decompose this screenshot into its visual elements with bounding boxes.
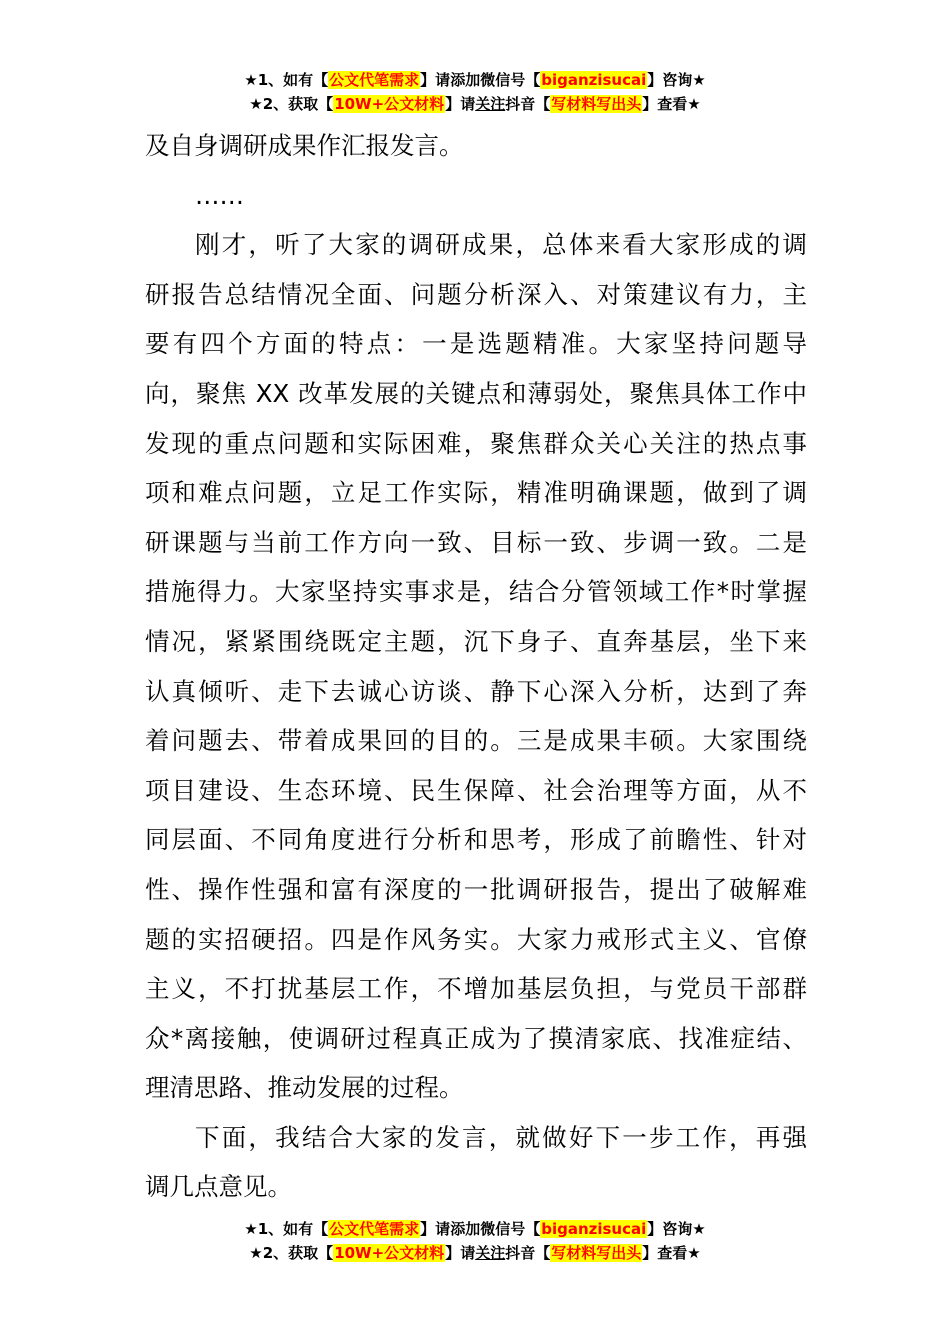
banner-text: 】查看★ — [642, 1244, 701, 1262]
banner-text: 】请 — [445, 95, 476, 113]
banner-text: 】咨询★ — [647, 71, 706, 89]
body-line: 项目建设、生态环境、民生保障、社会治理等方面，从不 — [145, 775, 807, 805]
banner-text: 抖音【 — [505, 95, 551, 113]
document-body — [145, 121, 807, 1212]
banner-line-1 — [0, 1217, 950, 1241]
body-line: 发现的重点问题和实际困难，聚焦群众关心关注的热点事 — [145, 428, 807, 458]
banner-text: 】请 — [445, 1244, 476, 1262]
body-line: 研课题与当前工作方向一致、目标一致、步调一致。二是 — [145, 527, 807, 557]
body-line: 研报告总结情况全面、问题分析深入、对策建议有力，主 — [145, 279, 807, 309]
body-line: 同层面、不同角度进行分析和思考，形成了前瞻性、针对 — [145, 825, 807, 855]
banner-text: ★2、获取【 — [249, 95, 334, 113]
banner-highlight: 公文代笔需求 — [329, 1220, 420, 1238]
body-line: 着问题去、带着成果回的目的。三是成果丰硕。大家围绕 — [145, 726, 807, 756]
body-line: 认真倾听、走下去诚心访谈、静下心深入分析，达到了奔 — [145, 676, 807, 706]
top-banner — [0, 68, 950, 116]
body-line: 众*离接触，使调研过程真正成为了摸清家底、找准症结、 — [145, 1023, 807, 1053]
banner-text: 】查看★ — [642, 95, 701, 113]
banner-text: 微信号【 — [480, 71, 541, 89]
banner-text: 】咨询★ — [647, 1220, 706, 1238]
banner-highlight: biganzisucai — [541, 1220, 647, 1238]
body-line: 项和难点问题，立足工作实际，精准明确课题，做到了调 — [145, 478, 807, 508]
banner-text: 】请 — [420, 1220, 451, 1238]
banner-emphasis: 添加 — [450, 1220, 481, 1238]
body-line: …… — [195, 180, 244, 210]
banner-text: 】请 — [420, 71, 451, 89]
banner-text: ★2、获取【 — [249, 1244, 334, 1262]
body-line: 下面，我结合大家的发言，就做好下一步工作，再强 — [195, 1122, 807, 1152]
bottom-banner — [0, 1217, 950, 1265]
banner-line-2 — [0, 1241, 950, 1265]
banner-highlight: 10W+公文材料 — [334, 95, 445, 113]
body-line: 情况，紧紧围绕既定主题，沉下身子、直奔基层，坐下来 — [145, 626, 807, 656]
banner-highlight: 写材料写出头 — [551, 95, 642, 113]
banner-emphasis: 添加 — [450, 71, 481, 89]
banner-line-1 — [0, 68, 950, 92]
body-line: 题的实招硬招。四是作风务实。大家力戒形式主义、官僚 — [145, 924, 807, 954]
body-line: 向，聚焦 XX 改革发展的关键点和薄弱处，聚焦具体工作中 — [145, 378, 807, 408]
banner-line-2 — [0, 92, 950, 116]
banner-text: 抖音【 — [505, 1244, 551, 1262]
body-line: 及自身调研成果作汇报发言。 — [145, 131, 464, 160]
banner-text: ★1、如有【 — [244, 71, 329, 89]
banner-highlight: 10W+公文材料 — [334, 1244, 445, 1262]
body-line: 主义，不打扰基层工作，不增加基层负担，与党员干部群 — [145, 974, 807, 1004]
banner-highlight: biganzisucai — [541, 71, 647, 89]
body-line: 性、操作性强和富有深度的一批调研报告，提出了破解难 — [145, 874, 807, 904]
banner-emphasis: 关注 — [475, 95, 506, 113]
body-line: 措施得力。大家坚持实事求是，结合分管领域工作*时掌握 — [145, 577, 807, 607]
body-line: 调几点意见。 — [145, 1172, 292, 1202]
body-line: 要有四个方面的特点：一是选题精准。大家坚持问题导 — [145, 329, 807, 359]
banner-text: ★1、如有【 — [244, 1220, 329, 1238]
banner-text: 微信号【 — [480, 1220, 541, 1238]
banner-emphasis: 关注 — [475, 1244, 506, 1262]
banner-highlight: 写材料写出头 — [551, 1244, 642, 1262]
banner-highlight: 公文代笔需求 — [329, 71, 420, 89]
body-line: 理清思路、推动发展的过程。 — [145, 1073, 464, 1103]
body-line: 刚才，听了大家的调研成果，总体来看大家形成的调 — [195, 230, 807, 260]
